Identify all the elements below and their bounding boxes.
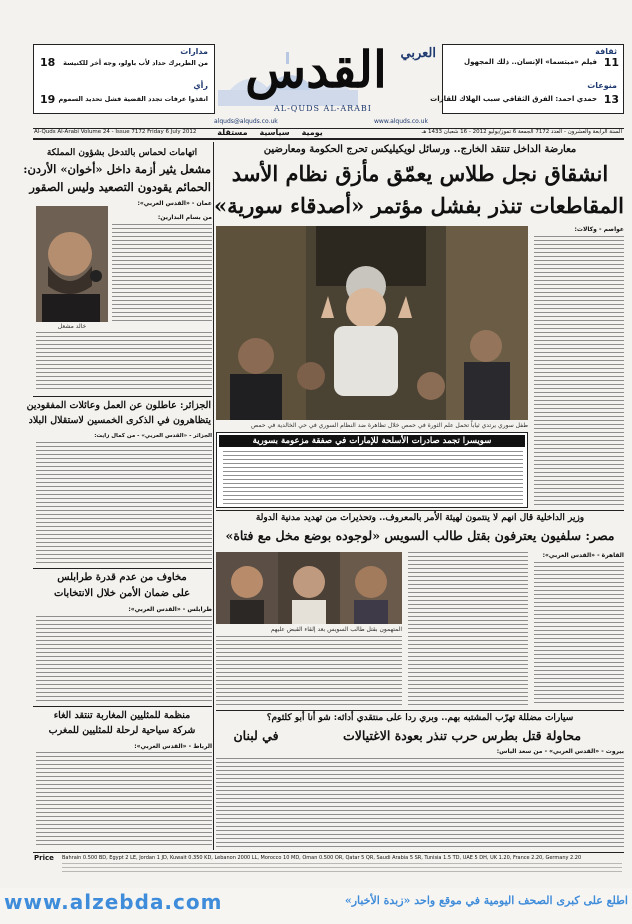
left-divider-1 [33, 396, 212, 397]
lead-headline-1[interactable]: انشقاق نجل طلاس يعمّق مأزق نظام الأسد [231, 161, 609, 186]
left-divider-3 [33, 706, 212, 707]
lead-body-text [534, 236, 624, 508]
libya-body-text [36, 616, 212, 702]
teaser-misc-text[interactable]: حمدي احمد: الفرق الثقافي سبب الهلاك للقارات [430, 95, 597, 103]
egypt-suspects-photo [216, 552, 402, 624]
egypt-kicker[interactable]: وزير الداخلية قال انهم لا ينتمون لهيئة الأمر بالمعروف.. وتحذيرات من تهديد مدنية الدولة [255, 513, 585, 523]
teaser-opinion-page: 19 [40, 93, 56, 106]
libya-headline-1[interactable]: مخاوف من عدم قدرة طرابلس [57, 572, 187, 583]
teaser-opinion-text[interactable]: انقذوا عرفات تجدد القضية فشل تحديد السموم [58, 95, 208, 103]
side-top-subhead: من بسام البدارين: [157, 214, 212, 221]
masthead-volume-line: Al-Quds Al-Arabi Volume 24 - Issue 7172 Friday 6 July 2012 [34, 129, 197, 135]
lead-kicker[interactable]: معارضة الداخل تنتقد الخارج.. ورسائل لويكيليكس تحرج الحكومة ومعارضين [263, 144, 577, 155]
side-top-headline-2[interactable]: مشعل يثير أزمة داخل «أخوان» الأردن: [23, 162, 211, 176]
masthead-rule-bottom [33, 138, 624, 140]
libya-byline: طرابلس - «القدس العربي»: [128, 606, 212, 613]
teaser-culture-page: 11 [603, 56, 619, 69]
egypt-body-right [534, 562, 624, 706]
algeria-headline-1[interactable]: الجزائر: عاطلون عن العمل وعائلات المفقودين [26, 400, 211, 411]
teaser-misc-section: منوعات [587, 81, 617, 90]
masthead-date-line: السنة الرابعة والعشرون - العدد 7172 الجمعة 6 تموز/يوليو 2012 - 16 شعبان 1433 هـ [421, 129, 622, 135]
egypt-body-mid [408, 552, 528, 706]
teaser-madarat-page: 18 [40, 56, 56, 69]
morocco-headline-2[interactable]: شركة سياحية لرحلة للمثليين للمغرب [48, 725, 196, 736]
lead-photo [216, 226, 528, 420]
egypt-body-left [216, 636, 402, 706]
section-political: سياسية [259, 128, 290, 137]
suspects-photo [216, 552, 402, 624]
morocco-headline-1[interactable]: منظمة للمثليين المغاربة تنتقد الغاء [53, 710, 191, 721]
algeria-byline: الجزائر - «القدس العربي» - من كمال زايت: [94, 433, 212, 439]
morocco-body-text [36, 752, 212, 848]
side-top-body-right [112, 224, 212, 322]
child-protest-photo [216, 226, 528, 420]
masthead-logo [210, 38, 436, 118]
syria-box [216, 432, 528, 508]
masthead-title-ar: القدس [245, 40, 387, 99]
footer-prices: Bahrain 0.500 BD, Egypt 2 LE, Jordan 1 JD, Kuwait 0.350 KD, Lebanon 2000 LL, Morocco 10 MD, Oman 0.500 OR, Qatar 5 QR, Saudi Arabia 5 SR, Tunisia 1.5 TD, UAE 5 DH, UK 1.20, France 2.20, Germany 2.20 [62, 855, 582, 861]
masthead-email[interactable]: alquds@alquds.co.uk [214, 118, 278, 125]
syria-box-headline[interactable]: سويسرا تجمد صادرات الأسلحة للإمارات في صفقة مزعومة بسورية [219, 435, 525, 447]
algeria-headline-2[interactable]: يتظاهرون في الذكرى الخمسين لاستقلال البلاد [28, 415, 211, 426]
teaser-culture-text[interactable]: فيلم «مبتسما» الإنسان.. ذلك المجهول [464, 58, 597, 66]
morocco-byline: الرباط - «القدس العربي»: [134, 743, 212, 750]
side-top-headline-1[interactable]: اتهامات لحماس بالتدخل بشؤون المملكة [46, 148, 198, 158]
left-divider-2 [33, 568, 212, 569]
footer-price-label: Price [34, 854, 54, 862]
syria-box-text [223, 451, 523, 505]
footer-watermark-text[interactable]: اطلع على كبرى الصحف اليومية في موقع واحد «زبدة الأخبار» [344, 894, 628, 907]
section-daily: يومية [301, 128, 323, 137]
lebanon-headline-2[interactable]: في لبنان [233, 728, 279, 743]
egypt-byline: القاهرة - «القدس العربي»: [542, 552, 624, 559]
column-rule [213, 142, 214, 850]
masthead-sections [215, 128, 325, 137]
egypt-photo-caption: المتهمون بقتل طالب السويس بعد إلقاء القبض عليهم [270, 626, 402, 633]
lebanon-headline-1[interactable]: محاولة قتل بطرس حرب تنذر بعودة الاغتيالات [342, 728, 582, 743]
side-top-byline: عمان - «القدس العربي»: [137, 200, 212, 207]
side-top-headline-3[interactable]: الحمائم يقودون التصعيد وليس الصقور [29, 180, 211, 194]
teaser-madarat-text[interactable]: من الطريرك حداد لأب باولو، وجه أخر للكنيسة [63, 59, 208, 67]
footer-watermark-url[interactable]: www.alzebda.com [4, 890, 223, 914]
section-independent: مستقلة [217, 128, 248, 137]
footer-price-table [62, 863, 622, 875]
side-top-body-bottom [36, 332, 212, 392]
mashal-photo [36, 206, 108, 322]
mashal-photo-caption: خالد مشعل [57, 323, 87, 330]
portrait-photo [36, 206, 108, 322]
egypt-headline[interactable]: مصر: سلفيون يعترفون بقتل طالب السويس «لوجوده بوضع مخل مع فتاة» [225, 528, 615, 543]
teaser-opinion-section: رأي [193, 81, 208, 90]
masthead-title-en: AL-QUDS AL-ARABI [274, 104, 372, 113]
masthead-subtitle-ar: العربي [400, 46, 436, 61]
teaser-box-right [430, 44, 624, 114]
algeria-body-text [36, 442, 212, 566]
teaser-madarat-section: مدارات [180, 47, 208, 56]
libya-headline-2[interactable]: على ضمان الأمن خلال الانتخابات [53, 588, 191, 599]
lebanon-byline: بيروت - «القدس العربي» - من سعد الياس: [496, 748, 624, 755]
lebanon-kicker[interactable]: سيارات مضللة تهرّب المشتبه بهم.. وبري ردا على منتقدي أدائه: شو أنا أبو كلثوم؟ [266, 713, 574, 723]
teaser-culture-section: ثقافة [595, 47, 617, 56]
lebanon-body-text [216, 758, 624, 848]
lead-headline-2[interactable]: المقاطعات تنذر بفشل مؤتمر «أصدقاء سورية» [213, 193, 624, 218]
lead-photo-caption: طفل سوري يرتدي ثياباً تحمل علم الثورة في حمص خلال تظاهرة ضد النظام السوري في حي الخالدية في حمص [251, 422, 528, 429]
footer-watermark-banner [0, 888, 632, 924]
teaser-box-left [33, 44, 215, 114]
lead-byline: عواصم - وكالات: [574, 226, 624, 233]
lebanon-rule [216, 710, 624, 711]
teaser-misc-page: 13 [603, 93, 619, 106]
footer-rule [33, 852, 624, 853]
masthead-website[interactable]: www.alquds.co.uk [374, 118, 428, 125]
egypt-rule [216, 510, 624, 511]
